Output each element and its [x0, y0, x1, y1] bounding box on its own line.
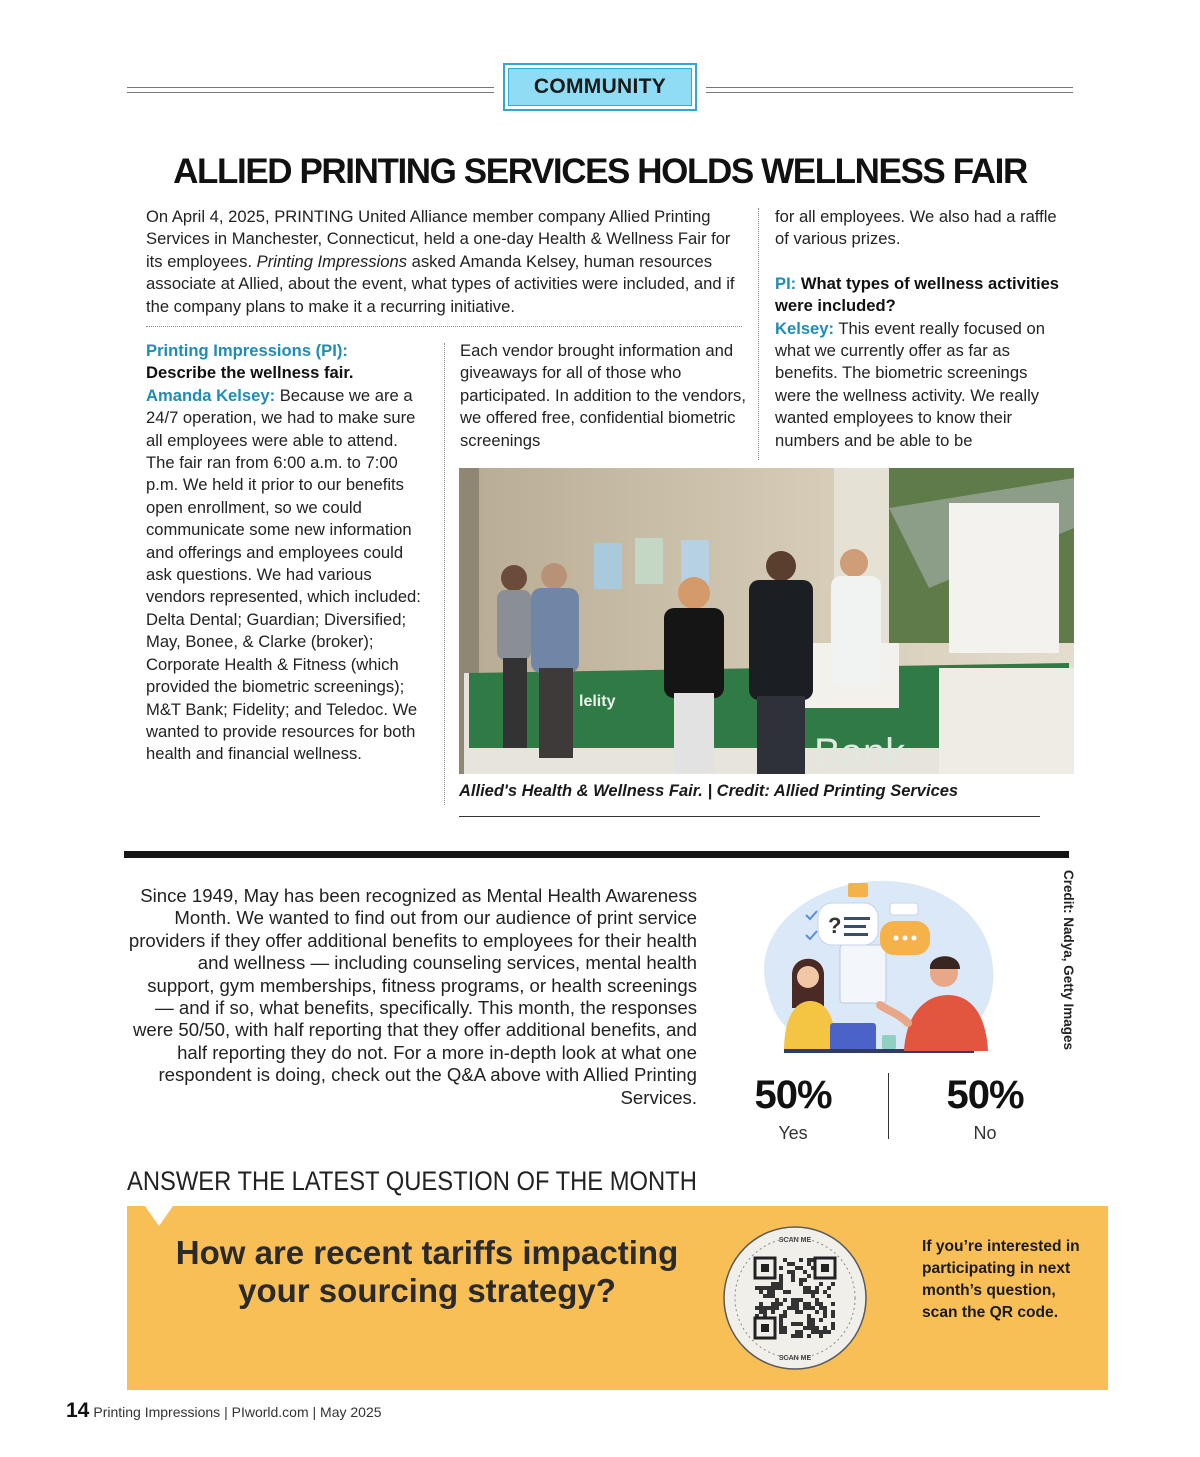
- qr-module: [831, 1314, 835, 1318]
- qr-module: [779, 1282, 783, 1286]
- qr-module: [795, 1298, 799, 1302]
- qr-module: [787, 1290, 791, 1294]
- qr-module: [783, 1326, 787, 1330]
- qr-module: [775, 1286, 779, 1290]
- qr-module: [819, 1302, 823, 1306]
- qr-module: [771, 1310, 775, 1314]
- article-headline: ALLIED PRINTING SERVICES HOLDS WELLNESS FAIR: [173, 152, 1027, 191]
- qr-module: [807, 1314, 811, 1318]
- qr-module: [827, 1330, 831, 1334]
- answer-2-text: This event really focused on what we currently offer as far as benefits. The biometric screenings were the wellness activity. We really wanted employees to know their numbers and be able to be: [775, 318, 1045, 450]
- qr-module: [783, 1298, 787, 1302]
- illustration-credit-text: Credit: Nadya, Getty Images: [1061, 870, 1076, 1051]
- qr-code[interactable]: [723, 1226, 867, 1370]
- qr-module: [823, 1306, 827, 1310]
- column-divider-2: [758, 208, 759, 460]
- qr-module: [779, 1322, 783, 1326]
- qr-module: [819, 1282, 823, 1286]
- qr-module: [759, 1286, 763, 1290]
- qr-module: [831, 1326, 835, 1330]
- qr-module: [823, 1326, 827, 1330]
- qr-module: [819, 1330, 823, 1334]
- qr-ring-bottom-text: SCAN ME: [778, 1355, 812, 1362]
- result-no-percent: 50%: [946, 1073, 1024, 1117]
- cta-instruction: If you’re interested in participating in next month’s question, scan the QR code.: [922, 1238, 1080, 1321]
- qr-module: [795, 1322, 799, 1326]
- qr-module: [823, 1314, 827, 1318]
- qr-module: [779, 1318, 783, 1322]
- qr-module: [823, 1290, 827, 1294]
- qr-module: [787, 1270, 791, 1274]
- qr-module: [779, 1278, 783, 1282]
- qr-module: [767, 1294, 771, 1298]
- qr-module: [823, 1310, 827, 1314]
- qr-module: [783, 1314, 787, 1318]
- qr-module: [767, 1286, 771, 1290]
- qr-module: [799, 1334, 803, 1338]
- qr-module: [795, 1302, 799, 1306]
- qr-module: [771, 1294, 775, 1298]
- cta-question: How are recent tariffs impacting your sourcing strategy?: [175, 1234, 679, 1309]
- answer-1-text: Because we are a 24/7 operation, we had to make sure all employees were able to attend. The fair ran from 6:00 a.m. to 7:00 p.m. We held it prior to our benefits open enrollment, so we could communicate some new information and offerings and employees could ask questions. We had various vendors represented, which included: Delta Dental; Guardian; Diversified; May, Bonee, & Clarke (broker); Corporate Health & Fitness (which provided the biometric screenings); M&T Bank; Fidelity; and Teledoc. We wanted to provide resources for both health and financial wellness.: [146, 385, 421, 764]
- intro-divider: [146, 326, 742, 327]
- qr-module: [763, 1306, 767, 1310]
- qr-module: [779, 1286, 783, 1290]
- qr-module: [775, 1282, 779, 1286]
- caption-rule: [459, 816, 1040, 817]
- qr-module: [807, 1318, 811, 1322]
- qr-module: [811, 1290, 815, 1294]
- qr-module: [755, 1306, 759, 1310]
- qr-module: [755, 1286, 759, 1290]
- qr-module: [799, 1282, 803, 1286]
- qr-module: [771, 1282, 775, 1286]
- qr-module: [823, 1330, 827, 1334]
- qr-module: [783, 1310, 787, 1314]
- qr-module: [811, 1326, 815, 1330]
- qr-module: [811, 1318, 815, 1322]
- qr-module: [803, 1270, 807, 1274]
- qr-module: [767, 1306, 771, 1310]
- result-yes-percent: 50%: [754, 1073, 832, 1117]
- answer-1-speaker: Amanda Kelsey:: [146, 385, 276, 405]
- question-2: [775, 273, 1065, 318]
- qr-module: [763, 1294, 767, 1298]
- qr-module: [815, 1330, 819, 1334]
- qr-module: [771, 1290, 775, 1294]
- qr-module: [811, 1294, 815, 1298]
- qr-module: [795, 1334, 799, 1338]
- article-intro: [146, 206, 746, 318]
- cta-heading: ANSWER THE LATEST QUESTION OF THE MONTH: [127, 1166, 697, 1196]
- qr-module: [779, 1274, 783, 1278]
- article-column-2: Each vendor brought information and giveaways for all of those who participated. In addition to the vendors, we offered free, confidential biometric screenings: [460, 341, 746, 450]
- qr-code-svg[interactable]: [723, 1226, 867, 1370]
- qr-module: [803, 1278, 807, 1282]
- qr-module: [759, 1302, 763, 1306]
- qr-module: [791, 1322, 795, 1326]
- qr-module: [795, 1266, 799, 1270]
- question-1-speaker: Printing Impressions (PI):: [146, 341, 348, 360]
- qr-module: [787, 1306, 791, 1310]
- qr-module: [791, 1274, 795, 1278]
- qr-module: [831, 1302, 835, 1306]
- qr-module: [803, 1290, 807, 1294]
- qr-module: [795, 1310, 799, 1314]
- qr-module: [759, 1310, 763, 1314]
- question-2-text: What types of wellness activities were included?: [775, 273, 1060, 316]
- photo-illustration: [459, 468, 1074, 774]
- qr-module: [831, 1322, 835, 1326]
- qr-module: [815, 1302, 819, 1306]
- qr-module: [779, 1266, 783, 1270]
- qr-module: [811, 1322, 815, 1326]
- qr-module: [771, 1302, 775, 1306]
- qr-module: [803, 1302, 807, 1306]
- result-yes-label: Yes: [778, 1123, 808, 1143]
- question-of-month-summary: Since 1949, May has been recognized as Mental Health Awareness Month. We wanted to find out from our audience of print service providers if they offer additional benefits to employees for their health and wellness — including counseling services, mental health support, gym memberships, fitness programs, or health screenings — and if so, what benefits, specifically. This month, the responses were 50/50, with half reporting that they offer additional benefits, and half reporting they do not. For a more in-depth look at what one respondent is doing, check out the Q&A above with Allied Printing Services.: [128, 885, 697, 1108]
- qr-module: [815, 1290, 819, 1294]
- qr-module: [807, 1262, 811, 1266]
- section-tag: [503, 63, 697, 111]
- chat-illustration-svg: [748, 873, 1008, 1058]
- qr-module: [795, 1330, 799, 1334]
- qr-module: [791, 1270, 795, 1274]
- qr-module: [775, 1306, 779, 1310]
- qr-module: [807, 1326, 811, 1330]
- qr-module: [763, 1310, 767, 1314]
- qr-module: [779, 1330, 783, 1334]
- qr-module: [811, 1306, 815, 1310]
- qr-module: [831, 1282, 835, 1286]
- qr-module: [799, 1322, 803, 1326]
- qr-module: [791, 1298, 795, 1302]
- footer: [66, 1399, 382, 1423]
- photo-caption: Allied's Health & Wellness Fair. | Credit: Allied Printing Services: [459, 782, 959, 800]
- qr-module: [791, 1262, 795, 1266]
- qr-module: [791, 1302, 795, 1306]
- qr-module: [799, 1298, 803, 1302]
- qr-module: [803, 1326, 807, 1330]
- publication-name: Printing Impressions: [256, 251, 407, 271]
- qr-module: [807, 1334, 811, 1338]
- answer-2-speaker: Kelsey:: [775, 318, 835, 338]
- answer-2: [775, 318, 1065, 452]
- qr-module: [827, 1294, 831, 1298]
- qr-module: [783, 1258, 787, 1262]
- wellness-fair-photo: [459, 468, 1074, 774]
- qr-module: [807, 1258, 811, 1262]
- qr-module: [783, 1330, 787, 1334]
- section-rule-left: [127, 87, 494, 93]
- page-number: 14: [66, 1399, 90, 1422]
- qr-module: [815, 1310, 819, 1314]
- qr-module: [791, 1278, 795, 1282]
- cta-banner: [127, 1206, 1108, 1390]
- qr-module: [803, 1286, 807, 1290]
- qr-module: [775, 1298, 779, 1302]
- answer-1: [146, 385, 430, 766]
- qr-module: [791, 1334, 795, 1338]
- result-no: [925, 1073, 1045, 1144]
- qr-module: [815, 1298, 819, 1302]
- qr-module: [763, 1286, 767, 1290]
- qr-module: [807, 1302, 811, 1306]
- qr-module: [795, 1306, 799, 1310]
- qr-module: [831, 1310, 835, 1314]
- qr-module: [767, 1290, 771, 1294]
- qr-module: [807, 1286, 811, 1290]
- result-divider: [888, 1073, 889, 1139]
- qr-module: [815, 1286, 819, 1290]
- qr-module: [779, 1314, 783, 1318]
- photo-signage-fidelity: lelity: [579, 693, 616, 710]
- qr-module: [799, 1330, 803, 1334]
- qr-module: [819, 1306, 823, 1310]
- qr-module: [811, 1330, 815, 1334]
- qr-module: [819, 1334, 823, 1338]
- qr-module: [771, 1286, 775, 1290]
- article-column-1: [146, 340, 430, 766]
- qr-module: [815, 1326, 819, 1330]
- column-3-lead: for all employees. We also had a raffle of various prizes.: [775, 207, 1057, 249]
- qr-module: [779, 1302, 783, 1306]
- illustration-credit: [1060, 870, 1078, 1060]
- qr-module: [759, 1290, 763, 1294]
- section-tag-label: COMMUNITY: [508, 68, 692, 106]
- qr-module: [819, 1318, 823, 1322]
- column-divider-1: [444, 343, 445, 805]
- qr-module: [803, 1306, 807, 1310]
- qr-module: [783, 1290, 787, 1294]
- result-yes: [733, 1073, 853, 1144]
- qr-module: [787, 1262, 791, 1266]
- question-1-text: Describe the wellness fair.: [146, 363, 354, 383]
- qr-module: [799, 1266, 803, 1270]
- qr-ring-top-text: SCAN ME: [778, 1237, 812, 1244]
- conversation-illustration: [748, 873, 1008, 1058]
- qr-module: [827, 1286, 831, 1290]
- banner-notch: [127, 1206, 207, 1230]
- qr-module: [771, 1306, 775, 1310]
- qr-module: [807, 1322, 811, 1326]
- qr-module: [807, 1274, 811, 1278]
- qr-module: [799, 1310, 803, 1314]
- qr-module: [759, 1306, 763, 1310]
- qr-module: [799, 1258, 803, 1262]
- photo-signage-bank: Bank: [814, 731, 906, 774]
- qr-module: [807, 1306, 811, 1310]
- intro-text-a: On April 4, 2025, PRINTING United Alliance member company Allied Printing Services in Manchester, Connecticut, held a one-day Health & Wellness Fair for its employees.: [146, 207, 731, 271]
- qr-module: [779, 1326, 783, 1330]
- footer-text: Printing Impressions | PIworld.com | May 2025: [93, 1404, 382, 1420]
- qr-module: [799, 1278, 803, 1282]
- svg-text:?: ?: [828, 913, 842, 938]
- section-divider: [124, 851, 1069, 858]
- section-rule-right: [706, 87, 1073, 93]
- article-column-3: [775, 206, 1065, 452]
- qr-module: [775, 1302, 779, 1306]
- qr-module: [791, 1306, 795, 1310]
- result-no-label: No: [973, 1123, 997, 1143]
- question-2-speaker: PI:: [775, 273, 797, 293]
- intro-text-b: asked Amanda Kelsey, human resources associate at Allied, about the event, what types of activities were included, and if the company plans to make it a recurring initiative.: [146, 251, 735, 316]
- qr-module: [807, 1290, 811, 1294]
